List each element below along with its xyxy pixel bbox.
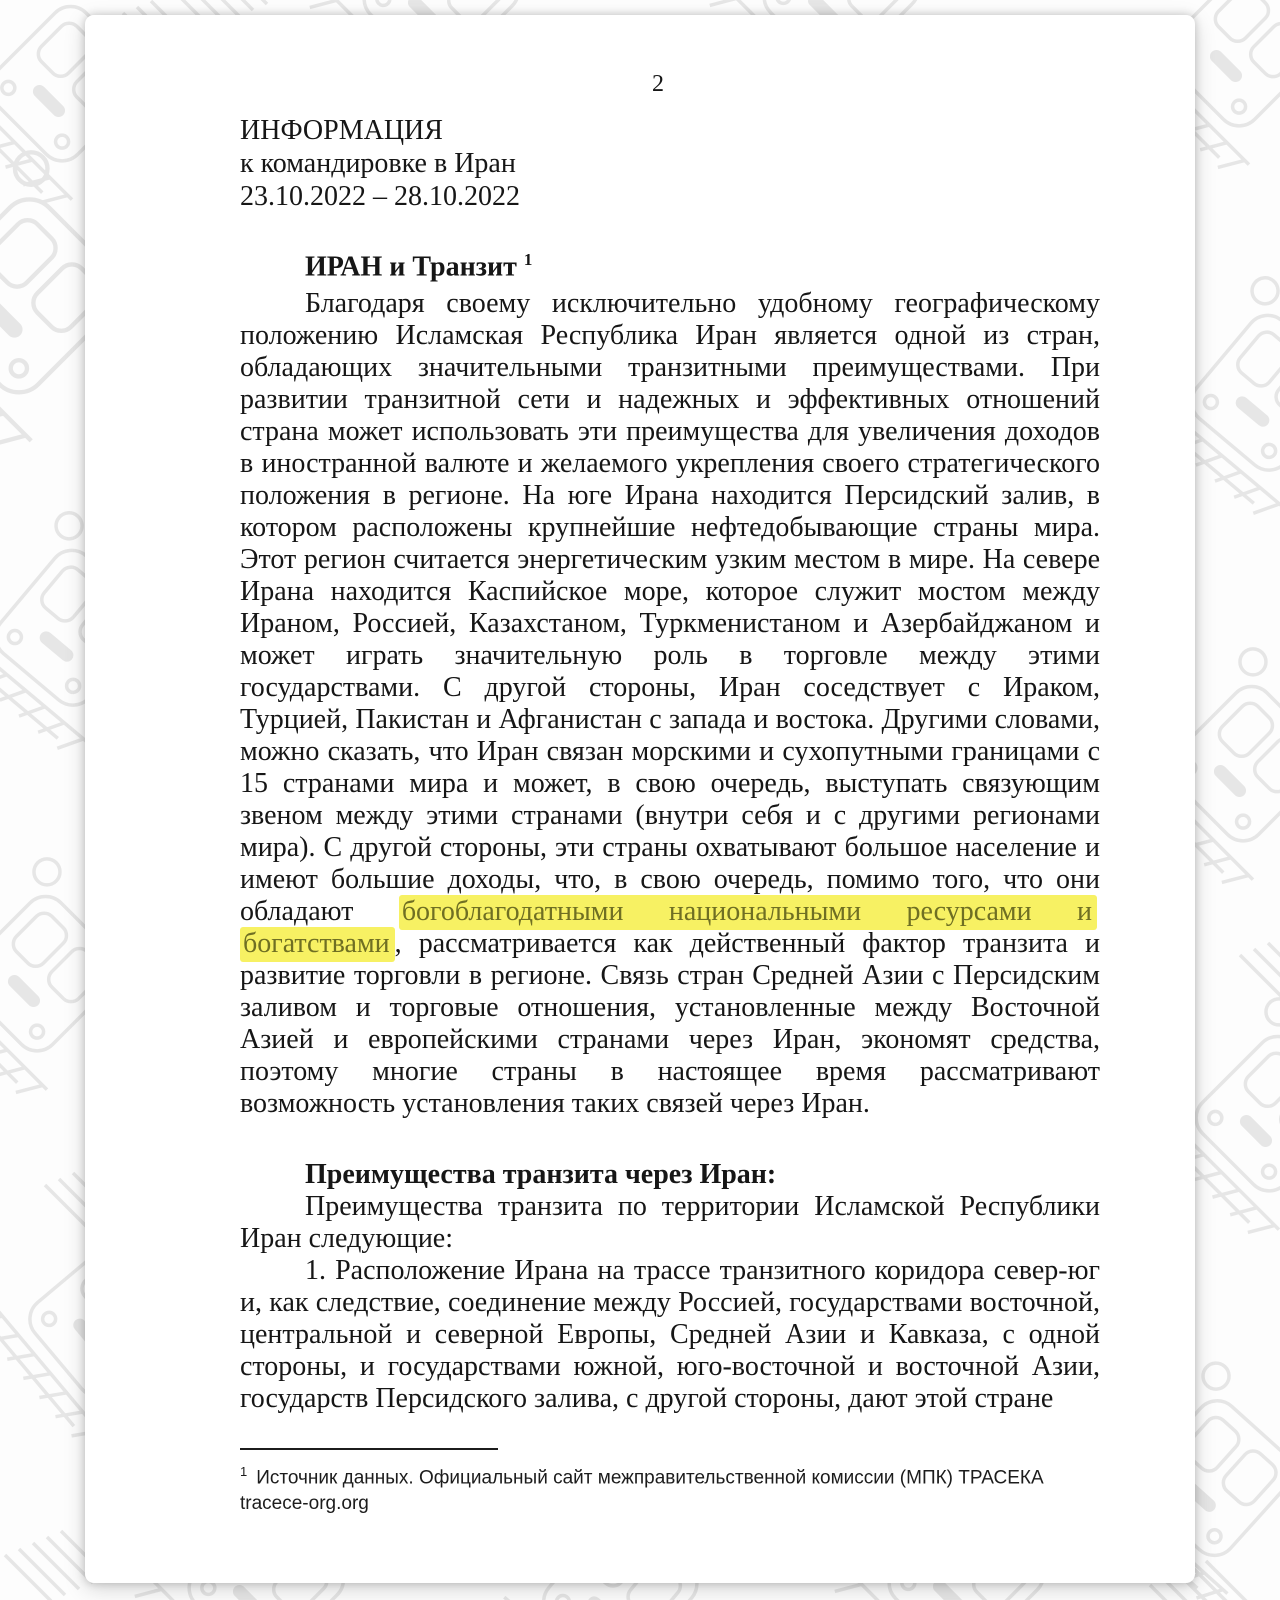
footnote-text: Источник данных. Официальный сайт межправительственной комиссии (МПК) ТРАСЕКА tracece-org.org [240, 1467, 1044, 1514]
header-dates: 23.10.2022 – 28.10.2022 [240, 181, 520, 212]
header-title: ИНФОРМАЦИЯ [240, 115, 443, 146]
paragraph-text-after-highlight: , рассматривается как действенный фактор транзита и развитие торговли в регионе. Связь стран Средней Азии с Персидским заливом и торговые отношения, установленные между Восточной Азией и европейскими странами через Иран, экономят средства, поэтому многие страны в настоящее время рассматривают возможность установления таких связей через Иран. [240, 928, 1100, 1120]
highlight-marker: богоблагодатными национальными ресурсами и богатствами [240, 895, 1097, 962]
paragraph-advantages-intro: Преимущества транзита по территории Исламской Республики Иран следующие: [240, 1191, 1100, 1255]
footnote-reference-marker: 1 [523, 250, 533, 269]
header-subtitle: к командировке в Иран [240, 148, 516, 179]
section-heading-advantages: Преимущества транзита через Иран: [305, 1159, 777, 1191]
document-header [240, 114, 1100, 213]
document-content [85, 15, 1195, 1583]
footnote-separator [240, 1448, 498, 1450]
page-number: 2 [652, 71, 664, 97]
footnote-number: 1 [240, 1464, 248, 1480]
footnote [240, 1459, 1100, 1515]
paragraph-advantages-item1: 1. Расположение Ирана на трассе транзитного коридора север-юг и, как следствие, соединение между Россией, государствами восточной, центральной и северной Европы, Средней Азии и Кавказа, с одной стороны, и государствами южной, юго-восточной и восточной Азии, государств Персидского залива, с другой стороны, дают этой стране [240, 1255, 1100, 1415]
paragraph-text-before-highlight: Благодаря своему исключительно удобному географическому положению Исламская Республика Иран является одной из стран, обладающих значительными транзитными преимуществами. При развитии транзитной сети и надежных и эффективных отношений страна может использовать эти преимущества для увеличения доходов в иностранной валюте и желаемого укрепления своего стратегического положения в регионе. На юге Ирана находится Персидский залив, в котором расположены крупнейшие нефтедобывающие страны мира. Этот регион считается энергетическим узким местом в мире. На севере Ирана находится Каспийское море, которое служит мостом между Ираном, Россией, Казахстаном, Туркменистаном и Азербайджаном и может играть значительную роль в торговле между этими государствами. С другой стороны, Иран соседствует с Ираком, Турцией, Пакистан и Афганистан с запада и востока. Другими словами, можно сказать, что Иран связан морскими и сухопутными границами с 15 странами мира и может, в свою очередь, выступать связующим звеном между этими странами (внутри себя и с другими регионами мира). С другой стороны, эти страны охватывают большое население и имеют большие доходы, что, в свою очередь, помимо того, что они обладают [240, 288, 1100, 928]
paragraph-iran-transit [240, 288, 1100, 1120]
document-sheet [85, 15, 1195, 1583]
section-heading-iran-transit: ИРАН и Транзит $^1$ [305, 250, 533, 283]
